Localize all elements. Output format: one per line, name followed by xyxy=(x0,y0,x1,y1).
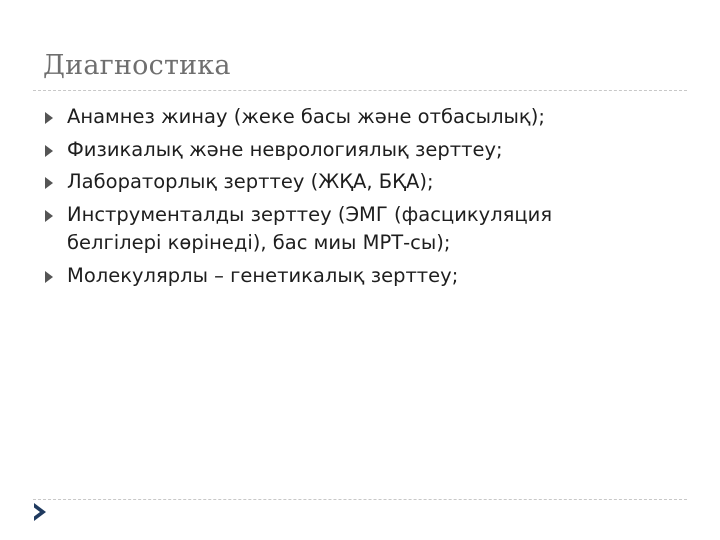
slide-title: Диагностика xyxy=(43,50,231,81)
list-item xyxy=(44,103,604,132)
title-divider xyxy=(33,90,687,91)
list-item xyxy=(44,201,604,258)
triangle-bullet-icon xyxy=(45,112,53,124)
list-item-text: Инструменталды зерттеу (ЭМГ (фасцикуляция белгілері көрінеді), бас миы МРТ-сы); xyxy=(67,202,553,254)
triangle-bullet-icon xyxy=(45,210,53,222)
list-item xyxy=(44,262,604,291)
footer-divider xyxy=(33,499,687,500)
triangle-bullet-icon xyxy=(45,177,53,189)
list-item xyxy=(44,168,604,197)
list-item-text: Физикалық және неврологиялық зерттеу; xyxy=(67,137,503,161)
chevron-right-icon[interactable] xyxy=(32,502,48,522)
list-item xyxy=(44,136,604,165)
list-item-text: Молекулярлы – генетикалық зерттеу; xyxy=(67,263,459,287)
bullet-list xyxy=(44,103,604,294)
triangle-bullet-icon xyxy=(45,145,53,157)
list-item-text: Анамнез жинау (жеке басы және отбасылық); xyxy=(67,105,545,128)
triangle-bullet-icon xyxy=(45,271,53,283)
list-item-text: Лабораторлық зерттеу (ЖҚА, БҚА); xyxy=(67,170,434,193)
